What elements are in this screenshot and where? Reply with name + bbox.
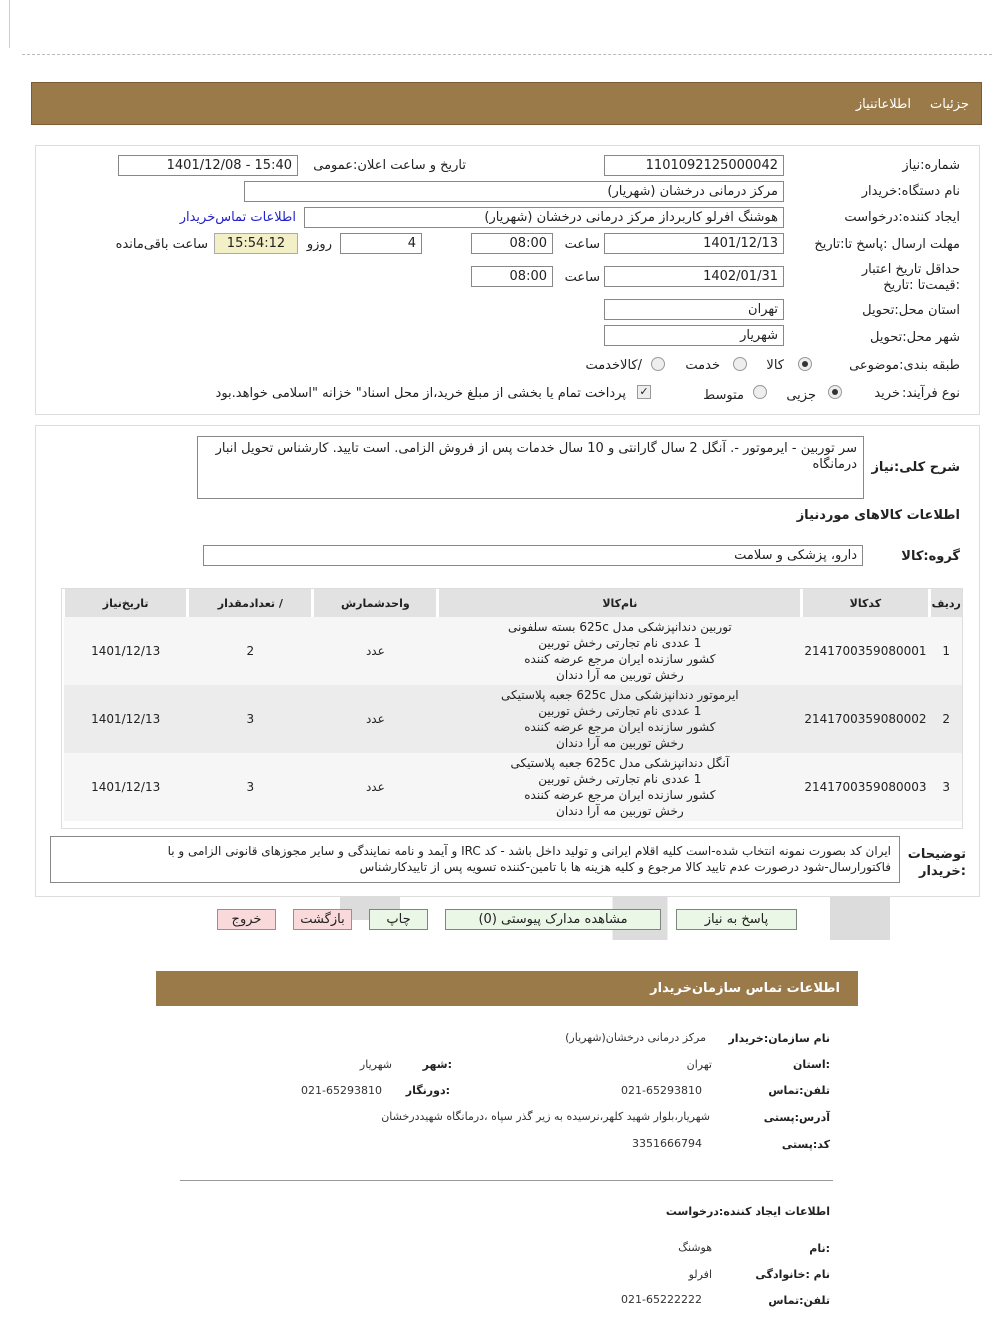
table-row [64,753,963,821]
col-header-name: نام‌کالا [438,589,802,617]
back-button[interactable]: بازگشت [293,909,352,930]
row-code: 2141700359080002 [802,685,929,753]
row-name [438,617,802,685]
province-label: استان محل:تحویل [862,303,960,318]
creator-phone-value: 021-65222222 [621,1293,702,1306]
contact-phone-label: تلفن:تماس [768,1084,830,1097]
contact-org-label: نام سازمان:خریدار [728,1032,830,1045]
row-date: 1401/12/13 [64,685,188,753]
reply-button[interactable]: پاسخ به نیاز [676,909,797,930]
province-field: تهران [604,299,784,320]
category-radio-service[interactable] [733,357,747,371]
contact-title: اطلاعات تماس سازمان‌خریدار [650,981,840,996]
validity-time-field: 08:00 [471,266,553,287]
buyer-contact-link[interactable]: اطلاعات تماس‌خریدار [179,210,296,225]
row-qty: 3 [188,685,313,753]
col-header-row: ردیف [929,589,962,617]
row-name-line: رخش توربین مه آرا دندان [556,736,684,750]
process-minor-label: جزیی [786,388,816,403]
breadcrumb-details[interactable]: جزئیات [930,97,969,112]
creator-family-value: افرلو [688,1268,712,1281]
row-index: 3 [929,753,962,821]
row-unit: عدد [313,753,438,821]
process-medium-label: متوسط [703,388,744,403]
contact-org-value: مرکز درمانی درخشان(شهریار) [565,1031,706,1044]
row-name-line: 1 عددی نام تجارتی رخش توربین [538,704,702,718]
row-name [438,753,802,821]
contact-phone-value: 021-65293810 [621,1084,702,1097]
creator-title: اطلاعات ایجاد کننده:درخواست [665,1205,830,1218]
goods-info-title: اطلاعات کالاهای مورد‌نیاز [796,508,960,523]
reply-time-field: 08:00 [471,233,553,254]
contact-postal-value: 3351666794 [632,1137,702,1150]
contact-address-label: آدرس:پستی [763,1111,830,1124]
contact-fax-value: 021-65293810 [301,1084,382,1097]
row-index: 1 [929,617,962,685]
buyer-notes-line2: فاکتورارسال-شود درصورت عدم تایید کالا مرجوع و کلیه هزینه ها با تامین-کننده تسویه پس از تاییدکارشناس [359,860,891,874]
contact-province-label: :استان [793,1058,830,1071]
buyer-notes-label [908,846,966,880]
row-unit: عدد [313,617,438,685]
row-name-line: ایرموتور دندانپزشکی مدل 625c جعبه پلاستیکی [501,688,739,702]
contact-header-bar [156,971,858,1006]
contact-fax-label: :دورنگار [405,1084,450,1097]
requester-label: ایجاد کننده:درخواست [844,210,960,225]
buyer-notes-line1: ایران کد بصورت نمونه انتخاب شده-است کلیه اقلام ایرانی و تولید داخل باشد - کد IRC و آیمد و نامه نمایندگی و سایر مجوزهای قانونی الزامی و با [167,844,891,858]
category-radio-goods[interactable] [798,357,812,371]
row-code: 2141700359080001 [802,617,929,685]
city-label: شهر محل:تحویل [870,330,960,345]
contact-address-value: شهریار،بلوار شهید کلهر،نرسیده به زیر گذر سپاه ،درمانگاه شهیددرخشان [381,1110,710,1123]
summary-box [197,436,864,499]
items-table-wrapper [61,588,963,829]
row-name-line: 1 عددی نام تجارتی رخش توربین [538,772,702,786]
buyer-notes-label-line1: توضیحات [907,847,966,862]
days-label: روزو [306,237,332,252]
row-name-line: 1 عددی نام تجارتی رخش توربین [538,636,702,650]
exit-button[interactable]: خروج [217,909,276,930]
category-goods-label: کالا [766,358,784,373]
requester-field: هوشنگ افرلو کاربرداز مرکز درمانی درخشان (شهریار) [304,207,784,228]
row-unit: عدد [313,685,438,753]
announce-field: 1401/12/08 - 15:40 [118,155,298,176]
creator-phone-label: تلفن:تماس [768,1294,830,1307]
row-name-line: آنگل دندانپزشکی مدل 625c جعبه پلاستیکی [510,756,730,770]
buyer-org-label: نام دستگاه:خریدار [861,184,960,199]
reply-deadline-label: مهلت ارسال :پاسخ تا:تاریخ [814,237,960,252]
validity-date-field: 1402/01/31 [604,266,784,287]
goods-group-field: دارو، پزشکی و سلامت [203,545,863,566]
col-header-date: تاریخ‌نیاز [64,589,188,617]
contact-divider [180,1180,833,1181]
reply-date-field: 1401/12/13 [604,233,784,254]
items-table [62,589,962,821]
contact-province-value: تهران [686,1058,712,1071]
city-field: شهریار [604,325,784,346]
row-qty: 3 [188,753,313,821]
attachments-button[interactable]: مشاهده مدارک پیوستی (0) [445,909,661,930]
contact-city-label: :شهر [422,1058,452,1071]
breadcrumb-need-info[interactable]: اطلاعاتنیاز [855,97,911,112]
reply-time-label: ساعت [564,237,600,252]
contact-city-value: شهریار [359,1058,392,1071]
creator-name-value: هوشنگ [678,1241,712,1254]
row-name-line: کشور سازنده ایران مرجع عرضه کننده [524,720,716,734]
row-date: 1401/12/13 [64,753,188,821]
category-label: طبقه بندی:موضوعی [849,358,960,373]
row-name-line: رخش توربین مه آرا دندان [556,668,684,682]
row-name-line: توربین دندانپزشکی مدل 625c بسته سلفونی [507,620,732,634]
row-name-line: کشور سازنده ایران مرجع عرضه کننده [524,788,716,802]
row-index: 2 [929,685,962,753]
row-name-line: کشور سازنده ایران مرجع عرضه کننده [524,652,716,666]
top-divider [22,54,992,55]
buyer-notes-label-line2: :خریدار [919,864,966,879]
goods-group-label: گروه:کالا [901,549,960,564]
print-button[interactable]: چاپ [369,909,428,930]
row-name [438,685,802,753]
row-name-line: رخش توربین مه آرا دندان [556,804,684,818]
announce-label: تاریخ و ساعت اعلان:عمومی [313,158,466,173]
buyer-notes-box [50,836,900,883]
col-header-unit: واحدشمارش [313,589,438,617]
treasury-payment-note: پرداخت تمام یا بخشی از مبلغ خرید،از محل اسناد" خزانه "اسلامی خواهد.بود [215,386,626,401]
table-row [64,617,963,685]
process-type-label: نوع فرآیند: [902,386,960,401]
category-both-label: /کالاخدمت [585,358,642,373]
category-radio-both[interactable] [651,357,665,371]
buyer-org-field: مرکز درمانی درخشان (شهریار) [244,181,784,202]
process-radio-minor[interactable] [828,385,842,399]
row-code: 2141700359080003 [802,753,929,821]
process-radio-medium[interactable] [753,385,767,399]
creator-family-label: نام :خانوادگی [755,1268,830,1281]
contact-postal-label: کد:پستی [781,1138,830,1151]
row-date: 1401/12/13 [64,617,188,685]
col-header-code: کدکالا [802,589,929,617]
page-header-bar [31,82,982,125]
validity-label: حداقل تاریخ اعتبار :قیمت‌تا :تاریخ [861,262,960,293]
creator-name-label: :نام [809,1242,830,1255]
page-edge-line [9,0,10,48]
remaining-timer: 15:54:12 [214,233,298,254]
remaining-label: ساعت باقی‌مانده [115,237,208,252]
col-header-qty: / تعدادمقدار [188,589,313,617]
need-number-label: شماره:نیاز [902,158,960,173]
validity-time-label: ساعت [564,270,600,285]
days-field: 4 [340,233,422,254]
summary-text-line2: درمانگاه [812,457,857,472]
treasury-payment-checkbox[interactable]: ✓ [637,385,651,399]
row-qty: 2 [188,617,313,685]
category-service-label: خدمت [685,358,720,373]
summary-text-line1: سر توربین - ایرموتور -. آنگل 2 سال گارانتی و 10 سال خدمات پس از فروش الزامی. است تایید. کارشناس تحویل انبار [215,441,857,456]
table-row [64,685,963,753]
summary-label: شرح کلی:نیاز [871,460,960,475]
process-buy-label: خرید [874,386,900,401]
need-number-field: 1101092125000042 [604,155,784,176]
